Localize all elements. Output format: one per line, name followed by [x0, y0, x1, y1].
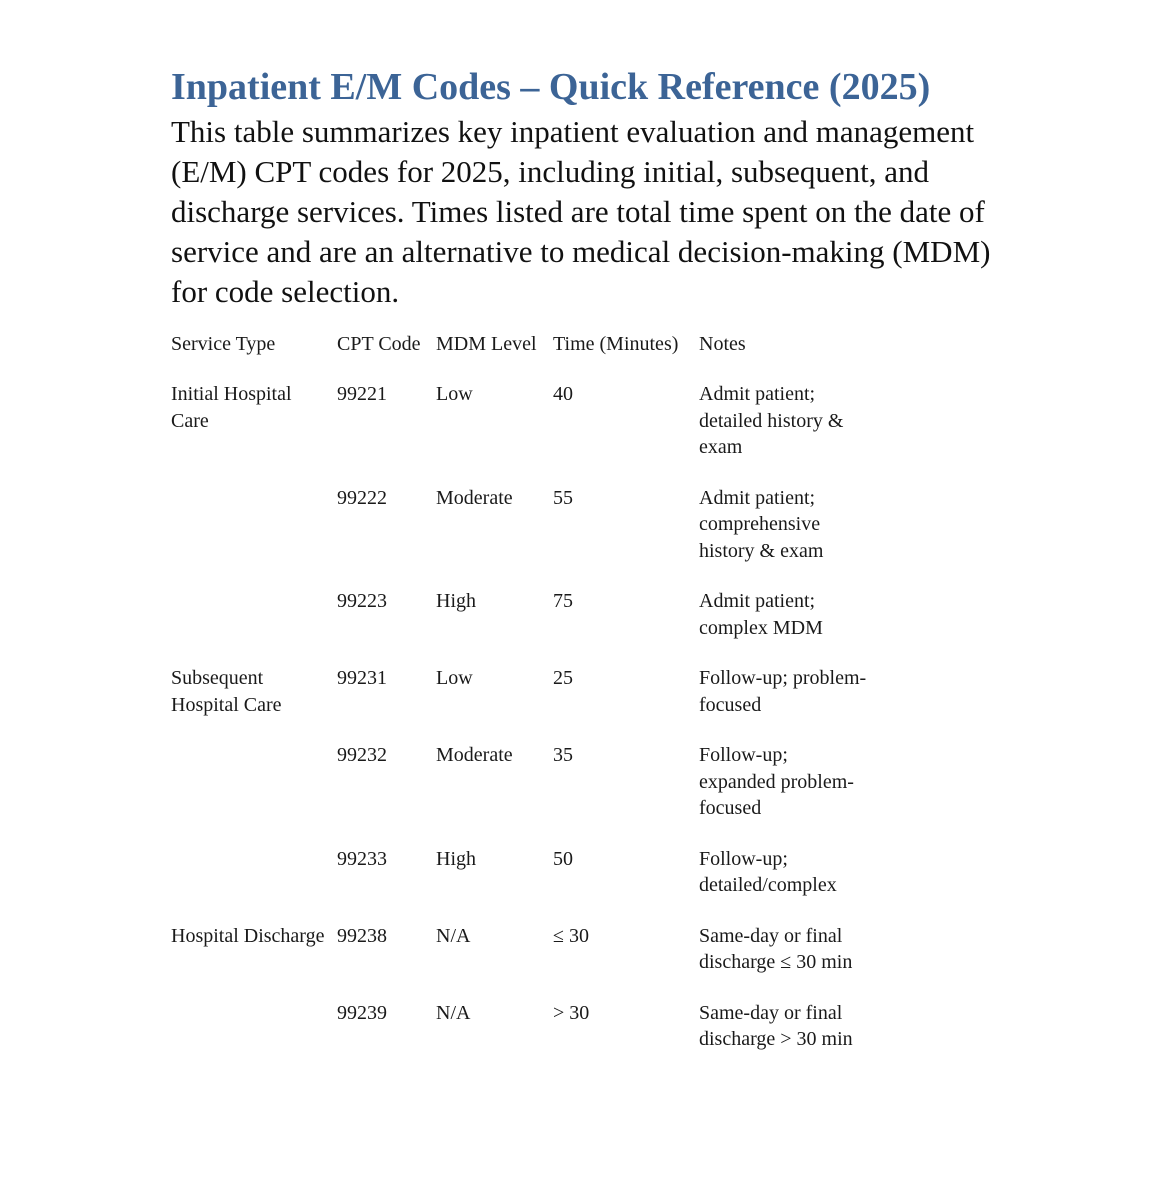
- cell-cpt-code: 99221: [337, 383, 387, 405]
- cell-time: 25: [553, 667, 573, 689]
- cell-cpt-code: 99233: [337, 847, 387, 870]
- cell-notes: Follow-up; problem-focused: [699, 667, 867, 716]
- cell-mdm-level: High: [436, 847, 476, 870]
- cell-cpt-code: 99231: [337, 667, 387, 689]
- cell-cpt-code: 99232: [337, 744, 387, 766]
- cell-cpt-code: 99222: [337, 486, 387, 509]
- header-service-type: Service Type: [171, 333, 276, 355]
- cell-time: 55: [553, 486, 573, 509]
- table-row: [171, 380, 869, 484]
- header-notes: Notes: [699, 333, 746, 355]
- cell-service-type: [171, 845, 337, 922]
- cell-notes: Same-day or final discharge ≤ 30 min: [699, 924, 853, 973]
- cell-cpt-code: 99223: [337, 590, 387, 612]
- cell-notes: Same-day or final discharge > 30 min: [699, 1001, 853, 1050]
- cell-mdm-level: High: [436, 590, 476, 612]
- table-header-row: [171, 329, 869, 380]
- page-title: Inpatient E/M Codes – Quick Reference (2025): [171, 66, 931, 108]
- cell-notes: Admit patient; comprehensive history & exam: [699, 486, 824, 562]
- intro-paragraph: This table summarizes key inpatient evaluation and management (E/M) CPT codes for 2025, including initial, subsequent, and discharge services. Times listed are total time spent on the date of service and are an alternative to medical decision-making (MDM) for code selection.: [171, 114, 991, 309]
- cell-mdm-level: Low: [436, 667, 473, 689]
- header-time-minutes: Time (Minutes): [553, 333, 679, 355]
- cell-mdm-level: N/A: [436, 1001, 471, 1024]
- cell-notes: Admit patient; detailed history & exam: [699, 383, 844, 458]
- cell-service-type: Hospital Discharge: [171, 924, 325, 947]
- cpt-reference-table: [171, 329, 869, 1076]
- cell-service-type: [171, 587, 337, 664]
- cell-cpt-code: 99239: [337, 1001, 387, 1024]
- cell-service-type: [171, 741, 337, 845]
- cell-notes: Admit patient; complex MDM: [699, 590, 823, 639]
- table-row: [171, 922, 869, 999]
- cell-time: ≤ 30: [553, 924, 589, 947]
- table-row: [171, 484, 869, 588]
- cell-service-type: [171, 484, 337, 588]
- cell-time: 35: [553, 744, 573, 766]
- cell-mdm-level: Low: [436, 383, 473, 405]
- cell-time: 40: [553, 383, 573, 405]
- table-row: [171, 845, 869, 922]
- header-mdm-level: MDM Level: [436, 333, 537, 355]
- cell-service-type: Initial Hospital Care: [171, 383, 292, 432]
- table-row: [171, 741, 869, 845]
- cell-time: 50: [553, 847, 573, 870]
- table-row: [171, 999, 869, 1076]
- cell-mdm-level: Moderate: [436, 486, 513, 509]
- cell-notes: Follow-up; expanded problem-focused: [699, 744, 854, 819]
- cell-service-type: Subsequent Hospital Care: [171, 667, 282, 716]
- table-row: [171, 664, 869, 741]
- cell-cpt-code: 99238: [337, 924, 387, 947]
- table-row: [171, 587, 869, 664]
- cell-time: 75: [553, 590, 573, 612]
- cell-mdm-level: Moderate: [436, 744, 513, 766]
- header-cpt-code: CPT Code: [337, 333, 421, 355]
- cell-notes: Follow-up; detailed/complex: [699, 847, 837, 896]
- cell-time: > 30: [553, 1001, 590, 1024]
- cell-mdm-level: N/A: [436, 924, 471, 947]
- cell-service-type: [171, 999, 337, 1076]
